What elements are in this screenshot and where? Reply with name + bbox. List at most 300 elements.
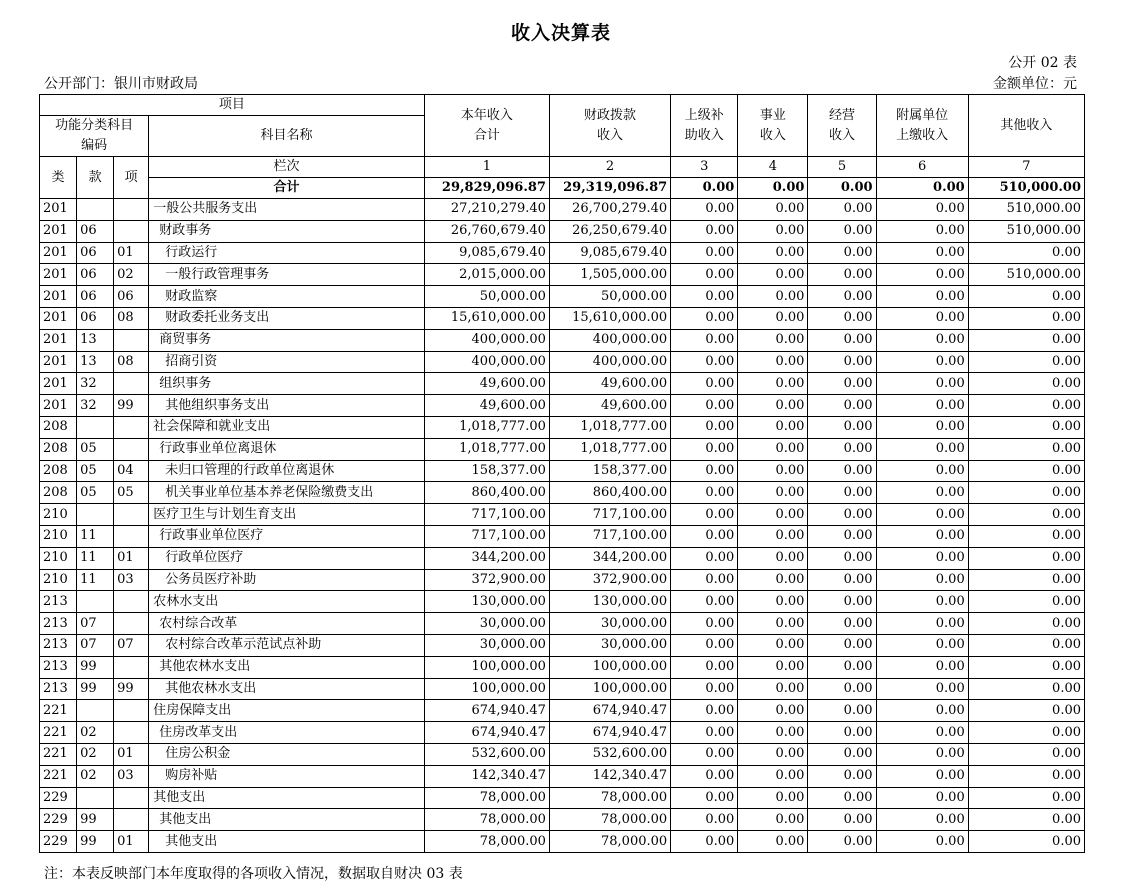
code-xiang bbox=[114, 416, 149, 438]
amount-cell: 0.00 bbox=[671, 460, 738, 482]
table-row bbox=[40, 634, 1085, 656]
amount-cell: 0.00 bbox=[968, 569, 1084, 591]
code-lei: 201 bbox=[40, 373, 77, 395]
table-row bbox=[40, 678, 1085, 700]
amount-cell: 400,000.00 bbox=[424, 329, 549, 351]
subject-name: 未归口管理的行政单位离退休 bbox=[149, 460, 425, 482]
amount-cell: 0.00 bbox=[738, 787, 808, 809]
amount-cell: 0.00 bbox=[738, 504, 808, 526]
table-row bbox=[40, 787, 1085, 809]
amount-cell: 49,600.00 bbox=[549, 395, 670, 417]
table-row bbox=[40, 722, 1085, 744]
amount-cell: 0.00 bbox=[808, 678, 876, 700]
amount-cell: 0.00 bbox=[808, 613, 876, 635]
amount-cell: 78,000.00 bbox=[549, 787, 670, 809]
col-index: 5 bbox=[808, 157, 876, 178]
amount-cell: 0.00 bbox=[876, 525, 968, 547]
amount-cell: 0.00 bbox=[968, 787, 1084, 809]
table-row bbox=[40, 220, 1085, 242]
amount-cell: 0.00 bbox=[876, 678, 968, 700]
amount-cell: 0.00 bbox=[671, 264, 738, 286]
table-row bbox=[40, 351, 1085, 373]
subject-name: 农林水支出 bbox=[149, 591, 425, 613]
code-xiang: 04 bbox=[114, 460, 149, 482]
header-col-1: 本年收入 合计 bbox=[424, 95, 549, 157]
header-col-5: 经营 收入 bbox=[808, 95, 876, 157]
amount-cell: 0.00 bbox=[738, 329, 808, 351]
amount-cell: 0.00 bbox=[671, 743, 738, 765]
amount-cell: 1,505,000.00 bbox=[549, 264, 670, 286]
amount-cell: 0.00 bbox=[671, 569, 738, 591]
amount-cell: 0.00 bbox=[738, 351, 808, 373]
code-xiang bbox=[114, 220, 149, 242]
total-cell: 510,000.00 bbox=[968, 178, 1084, 199]
amount-cell: 0.00 bbox=[671, 787, 738, 809]
amount-cell: 30,000.00 bbox=[424, 634, 549, 656]
subject-name: 机关事业单位基本养老保险缴费支出 bbox=[149, 482, 425, 504]
amount-cell: 1,018,777.00 bbox=[424, 416, 549, 438]
amount-cell: 532,600.00 bbox=[549, 743, 670, 765]
amount-cell: 78,000.00 bbox=[549, 831, 670, 853]
code-kuan bbox=[77, 591, 114, 613]
amount-cell: 0.00 bbox=[738, 286, 808, 308]
code-lei: 213 bbox=[40, 634, 77, 656]
subject-name: 医疗卫生与计划生育支出 bbox=[149, 504, 425, 526]
amount-cell: 344,200.00 bbox=[549, 547, 670, 569]
amount-cell: 0.00 bbox=[808, 438, 876, 460]
table-row bbox=[40, 416, 1085, 438]
code-kuan: 02 bbox=[77, 722, 114, 744]
code-kuan: 02 bbox=[77, 743, 114, 765]
amount-cell: 100,000.00 bbox=[424, 656, 549, 678]
amount-cell: 2,015,000.00 bbox=[424, 264, 549, 286]
amount-cell: 0.00 bbox=[876, 656, 968, 678]
amount-cell: 0.00 bbox=[738, 373, 808, 395]
amount-cell: 0.00 bbox=[968, 242, 1084, 264]
header-col-6: 附属单位 上缴收入 bbox=[876, 95, 968, 157]
amount-cell: 0.00 bbox=[671, 831, 738, 853]
code-xiang bbox=[114, 199, 149, 221]
amount-cell: 158,377.00 bbox=[549, 460, 670, 482]
code-xiang bbox=[114, 373, 149, 395]
subject-name: 农村综合改革 bbox=[149, 613, 425, 635]
amount-cell: 0.00 bbox=[738, 460, 808, 482]
amount-cell: 344,200.00 bbox=[424, 547, 549, 569]
code-xiang bbox=[114, 329, 149, 351]
code-kuan: 11 bbox=[77, 525, 114, 547]
subject-name: 财政监察 bbox=[149, 286, 425, 308]
table-row bbox=[40, 831, 1085, 853]
amount-cell: 0.00 bbox=[671, 700, 738, 722]
amount-cell: 0.00 bbox=[808, 743, 876, 765]
amount-cell: 0.00 bbox=[671, 307, 738, 329]
amount-cell: 0.00 bbox=[738, 525, 808, 547]
subject-name: 其他支出 bbox=[149, 809, 425, 831]
amount-cell: 0.00 bbox=[808, 373, 876, 395]
amount-cell: 130,000.00 bbox=[549, 591, 670, 613]
total-cell: 29,829,096.87 bbox=[424, 178, 549, 199]
amount-cell: 0.00 bbox=[968, 547, 1084, 569]
table-row bbox=[40, 395, 1085, 417]
amount-cell: 0.00 bbox=[671, 678, 738, 700]
amount-cell: 860,400.00 bbox=[424, 482, 549, 504]
amount-cell: 0.00 bbox=[671, 286, 738, 308]
amount-cell: 0.00 bbox=[876, 831, 968, 853]
amount-cell: 78,000.00 bbox=[424, 787, 549, 809]
code-kuan: 06 bbox=[77, 264, 114, 286]
amount-cell: 0.00 bbox=[738, 199, 808, 221]
code-lei: 208 bbox=[40, 460, 77, 482]
amount-cell: 0.00 bbox=[968, 613, 1084, 635]
amount-cell: 0.00 bbox=[876, 613, 968, 635]
amount-cell: 0.00 bbox=[968, 809, 1084, 831]
amount-cell: 0.00 bbox=[671, 809, 738, 831]
amount-cell: 0.00 bbox=[808, 264, 876, 286]
currency-unit-label: 金额单位：元 bbox=[993, 76, 1077, 92]
amount-cell: 78,000.00 bbox=[549, 809, 670, 831]
amount-cell: 0.00 bbox=[968, 525, 1084, 547]
amount-cell: 0.00 bbox=[808, 831, 876, 853]
code-xiang: 05 bbox=[114, 482, 149, 504]
subject-name: 其他农林水支出 bbox=[149, 678, 425, 700]
total-cell: 0.00 bbox=[671, 178, 738, 199]
amount-cell: 510,000.00 bbox=[968, 220, 1084, 242]
amount-cell: 0.00 bbox=[968, 286, 1084, 308]
amount-cell: 0.00 bbox=[968, 416, 1084, 438]
amount-cell: 0.00 bbox=[738, 395, 808, 417]
code-lei: 213 bbox=[40, 656, 77, 678]
table-row bbox=[40, 264, 1085, 286]
amount-cell: 717,100.00 bbox=[424, 504, 549, 526]
code-kuan bbox=[77, 787, 114, 809]
col-index: 3 bbox=[671, 157, 738, 178]
code-kuan bbox=[77, 700, 114, 722]
amount-cell: 0.00 bbox=[876, 634, 968, 656]
income-table bbox=[39, 94, 1085, 853]
amount-cell: 0.00 bbox=[808, 329, 876, 351]
amount-cell: 0.00 bbox=[808, 286, 876, 308]
code-kuan: 99 bbox=[77, 656, 114, 678]
amount-cell: 372,900.00 bbox=[549, 569, 670, 591]
code-lei: 208 bbox=[40, 438, 77, 460]
code-lei: 221 bbox=[40, 722, 77, 744]
amount-cell: 0.00 bbox=[738, 416, 808, 438]
amount-cell: 0.00 bbox=[671, 547, 738, 569]
amount-cell: 0.00 bbox=[876, 809, 968, 831]
code-kuan: 06 bbox=[77, 307, 114, 329]
code-lei: 210 bbox=[40, 525, 77, 547]
code-xiang: 99 bbox=[114, 395, 149, 417]
amount-cell: 100,000.00 bbox=[549, 678, 670, 700]
amount-cell: 400,000.00 bbox=[424, 351, 549, 373]
table-row bbox=[40, 242, 1085, 264]
amount-cell: 0.00 bbox=[671, 242, 738, 264]
amount-cell: 0.00 bbox=[671, 722, 738, 744]
code-kuan: 07 bbox=[77, 613, 114, 635]
amount-cell: 0.00 bbox=[808, 351, 876, 373]
code-kuan: 32 bbox=[77, 373, 114, 395]
code-kuan: 06 bbox=[77, 286, 114, 308]
amount-cell: 142,340.47 bbox=[424, 765, 549, 787]
amount-cell: 0.00 bbox=[968, 678, 1084, 700]
code-kuan: 11 bbox=[77, 547, 114, 569]
code-xiang bbox=[114, 722, 149, 744]
amount-cell: 0.00 bbox=[738, 765, 808, 787]
subject-name: 其他农林水支出 bbox=[149, 656, 425, 678]
subject-name: 住房公积金 bbox=[149, 743, 425, 765]
amount-cell: 1,018,777.00 bbox=[549, 416, 670, 438]
amount-cell: 674,940.47 bbox=[549, 722, 670, 744]
amount-cell: 0.00 bbox=[671, 656, 738, 678]
amount-cell: 0.00 bbox=[738, 722, 808, 744]
table-row bbox=[40, 656, 1085, 678]
table-row bbox=[40, 569, 1085, 591]
table-row bbox=[40, 504, 1085, 526]
subject-name: 行政运行 bbox=[149, 242, 425, 264]
amount-cell: 0.00 bbox=[876, 438, 968, 460]
amount-cell: 0.00 bbox=[876, 329, 968, 351]
amount-cell: 717,100.00 bbox=[549, 504, 670, 526]
amount-cell: 0.00 bbox=[876, 199, 968, 221]
amount-cell: 0.00 bbox=[738, 264, 808, 286]
amount-cell: 0.00 bbox=[876, 787, 968, 809]
header-col-3: 上级补 助收入 bbox=[671, 95, 738, 157]
header-func-code: 功能分类科目 编码 bbox=[40, 116, 149, 157]
amount-cell: 0.00 bbox=[808, 787, 876, 809]
code-xiang bbox=[114, 591, 149, 613]
subject-name: 社会保障和就业支出 bbox=[149, 416, 425, 438]
amount-cell: 0.00 bbox=[876, 373, 968, 395]
code-lei: 229 bbox=[40, 831, 77, 853]
subject-name: 行政单位医疗 bbox=[149, 547, 425, 569]
code-kuan: 11 bbox=[77, 569, 114, 591]
amount-cell: 0.00 bbox=[968, 373, 1084, 395]
table-row bbox=[40, 809, 1085, 831]
amount-cell: 0.00 bbox=[671, 199, 738, 221]
amount-cell: 717,100.00 bbox=[549, 525, 670, 547]
code-lei: 208 bbox=[40, 416, 77, 438]
amount-cell: 0.00 bbox=[808, 700, 876, 722]
subject-name: 组织事务 bbox=[149, 373, 425, 395]
table-row bbox=[40, 438, 1085, 460]
amount-cell: 0.00 bbox=[808, 591, 876, 613]
amount-cell: 1,018,777.00 bbox=[424, 438, 549, 460]
code-kuan: 13 bbox=[77, 351, 114, 373]
amount-cell: 0.00 bbox=[738, 307, 808, 329]
amount-cell: 0.00 bbox=[876, 307, 968, 329]
amount-cell: 0.00 bbox=[968, 329, 1084, 351]
amount-cell: 0.00 bbox=[738, 591, 808, 613]
code-lei: 201 bbox=[40, 242, 77, 264]
code-xiang bbox=[114, 809, 149, 831]
amount-cell: 26,250,679.40 bbox=[549, 220, 670, 242]
amount-cell: 0.00 bbox=[968, 765, 1084, 787]
amount-cell: 0.00 bbox=[876, 482, 968, 504]
amount-cell: 26,760,679.40 bbox=[424, 220, 549, 242]
amount-cell: 0.00 bbox=[808, 220, 876, 242]
subject-name: 行政事业单位离退休 bbox=[149, 438, 425, 460]
amount-cell: 0.00 bbox=[671, 329, 738, 351]
amount-cell: 400,000.00 bbox=[549, 329, 670, 351]
footnote: 注：本表反映部门本年度取得的各项收入情况，数据取自财决 03 表 bbox=[44, 866, 463, 882]
amount-cell: 15,610,000.00 bbox=[424, 307, 549, 329]
amount-cell: 0.00 bbox=[968, 395, 1084, 417]
amount-cell: 0.00 bbox=[671, 373, 738, 395]
amount-cell: 0.00 bbox=[876, 547, 968, 569]
amount-cell: 49,600.00 bbox=[424, 395, 549, 417]
code-xiang: 99 bbox=[114, 678, 149, 700]
total-cell: 0.00 bbox=[808, 178, 876, 199]
code-xiang: 08 bbox=[114, 351, 149, 373]
code-xiang: 01 bbox=[114, 547, 149, 569]
amount-cell: 0.00 bbox=[738, 831, 808, 853]
code-lei: 213 bbox=[40, 591, 77, 613]
amount-cell: 0.00 bbox=[876, 242, 968, 264]
col-index: 6 bbox=[876, 157, 968, 178]
amount-cell: 674,940.47 bbox=[424, 700, 549, 722]
code-lei: 210 bbox=[40, 569, 77, 591]
amount-cell: 26,700,279.40 bbox=[549, 199, 670, 221]
amount-cell: 510,000.00 bbox=[968, 199, 1084, 221]
code-kuan: 99 bbox=[77, 809, 114, 831]
amount-cell: 0.00 bbox=[876, 569, 968, 591]
amount-cell: 0.00 bbox=[808, 569, 876, 591]
amount-cell: 0.00 bbox=[671, 351, 738, 373]
amount-cell: 0.00 bbox=[876, 264, 968, 286]
code-kuan: 05 bbox=[77, 438, 114, 460]
department-label: 公开部门：银川市财政局 bbox=[44, 76, 198, 92]
code-lei: 201 bbox=[40, 329, 77, 351]
code-xiang: 06 bbox=[114, 286, 149, 308]
amount-cell: 372,900.00 bbox=[424, 569, 549, 591]
amount-cell: 130,000.00 bbox=[424, 591, 549, 613]
amount-cell: 0.00 bbox=[671, 591, 738, 613]
amount-cell: 0.00 bbox=[968, 656, 1084, 678]
amount-cell: 0.00 bbox=[671, 765, 738, 787]
amount-cell: 0.00 bbox=[968, 831, 1084, 853]
amount-cell: 532,600.00 bbox=[424, 743, 549, 765]
code-kuan: 99 bbox=[77, 831, 114, 853]
code-xiang: 08 bbox=[114, 307, 149, 329]
amount-cell: 0.00 bbox=[738, 242, 808, 264]
code-kuan: 05 bbox=[77, 460, 114, 482]
header-xiang: 项 bbox=[114, 157, 149, 199]
code-xiang bbox=[114, 438, 149, 460]
amount-cell: 0.00 bbox=[876, 765, 968, 787]
header-subject-name: 科目名称 bbox=[149, 116, 425, 157]
subject-name: 购房补贴 bbox=[149, 765, 425, 787]
subject-name: 公务员医疗补助 bbox=[149, 569, 425, 591]
table-row bbox=[40, 765, 1085, 787]
amount-cell: 27,210,279.40 bbox=[424, 199, 549, 221]
code-xiang: 01 bbox=[114, 831, 149, 853]
code-lei: 213 bbox=[40, 678, 77, 700]
subject-name: 其他支出 bbox=[149, 831, 425, 853]
code-kuan: 02 bbox=[77, 765, 114, 787]
amount-cell: 0.00 bbox=[968, 743, 1084, 765]
amount-cell: 0.00 bbox=[738, 700, 808, 722]
amount-cell: 0.00 bbox=[671, 438, 738, 460]
table-row bbox=[40, 460, 1085, 482]
amount-cell: 0.00 bbox=[808, 504, 876, 526]
amount-cell: 0.00 bbox=[876, 504, 968, 526]
amount-cell: 0.00 bbox=[808, 199, 876, 221]
code-lei: 201 bbox=[40, 199, 77, 221]
amount-cell: 0.00 bbox=[968, 482, 1084, 504]
code-xiang bbox=[114, 787, 149, 809]
header-lei: 类 bbox=[40, 157, 77, 199]
amount-cell: 0.00 bbox=[808, 460, 876, 482]
code-xiang bbox=[114, 700, 149, 722]
subject-name: 财政委托业务支出 bbox=[149, 307, 425, 329]
code-xiang: 03 bbox=[114, 569, 149, 591]
code-kuan: 13 bbox=[77, 329, 114, 351]
amount-cell: 0.00 bbox=[738, 547, 808, 569]
amount-cell: 0.00 bbox=[671, 504, 738, 526]
amount-cell: 0.00 bbox=[876, 416, 968, 438]
table-row bbox=[40, 613, 1085, 635]
code-kuan: 32 bbox=[77, 395, 114, 417]
table-row bbox=[40, 525, 1085, 547]
code-lei: 210 bbox=[40, 504, 77, 526]
amount-cell: 674,940.47 bbox=[549, 700, 670, 722]
code-lei: 213 bbox=[40, 613, 77, 635]
code-xiang: 02 bbox=[114, 264, 149, 286]
table-row bbox=[40, 329, 1085, 351]
total-label: 合计 bbox=[149, 178, 425, 199]
amount-cell: 0.00 bbox=[808, 395, 876, 417]
code-xiang bbox=[114, 656, 149, 678]
amount-cell: 0.00 bbox=[671, 525, 738, 547]
amount-cell: 142,340.47 bbox=[549, 765, 670, 787]
code-xiang: 01 bbox=[114, 242, 149, 264]
code-kuan: 06 bbox=[77, 242, 114, 264]
amount-cell: 49,600.00 bbox=[549, 373, 670, 395]
amount-cell: 0.00 bbox=[808, 525, 876, 547]
code-lei: 221 bbox=[40, 743, 77, 765]
col-index: 7 bbox=[968, 157, 1084, 178]
amount-cell: 0.00 bbox=[968, 460, 1084, 482]
code-kuan: 99 bbox=[77, 678, 114, 700]
header-col-7: 其他收入 bbox=[968, 95, 1084, 157]
amount-cell: 0.00 bbox=[876, 743, 968, 765]
amount-cell: 0.00 bbox=[738, 743, 808, 765]
amount-cell: 30,000.00 bbox=[424, 613, 549, 635]
amount-cell: 0.00 bbox=[808, 656, 876, 678]
total-cell: 0.00 bbox=[876, 178, 968, 199]
amount-cell: 0.00 bbox=[738, 678, 808, 700]
amount-cell: 0.00 bbox=[671, 395, 738, 417]
code-lei: 201 bbox=[40, 264, 77, 286]
col-index: 2 bbox=[549, 157, 670, 178]
amount-cell: 717,100.00 bbox=[424, 525, 549, 547]
subject-name: 住房保障支出 bbox=[149, 700, 425, 722]
subject-name: 农村综合改革示范试点补助 bbox=[149, 634, 425, 656]
amount-cell: 0.00 bbox=[808, 547, 876, 569]
header-col-2: 财政拨款 收入 bbox=[549, 95, 670, 157]
amount-cell: 50,000.00 bbox=[549, 286, 670, 308]
amount-cell: 0.00 bbox=[876, 460, 968, 482]
table-row bbox=[40, 482, 1085, 504]
amount-cell: 0.00 bbox=[738, 482, 808, 504]
amount-cell: 30,000.00 bbox=[549, 613, 670, 635]
amount-cell: 0.00 bbox=[808, 765, 876, 787]
amount-cell: 100,000.00 bbox=[424, 678, 549, 700]
amount-cell: 9,085,679.40 bbox=[424, 242, 549, 264]
amount-cell: 0.00 bbox=[671, 482, 738, 504]
amount-cell: 0.00 bbox=[738, 613, 808, 635]
amount-cell: 0.00 bbox=[968, 722, 1084, 744]
